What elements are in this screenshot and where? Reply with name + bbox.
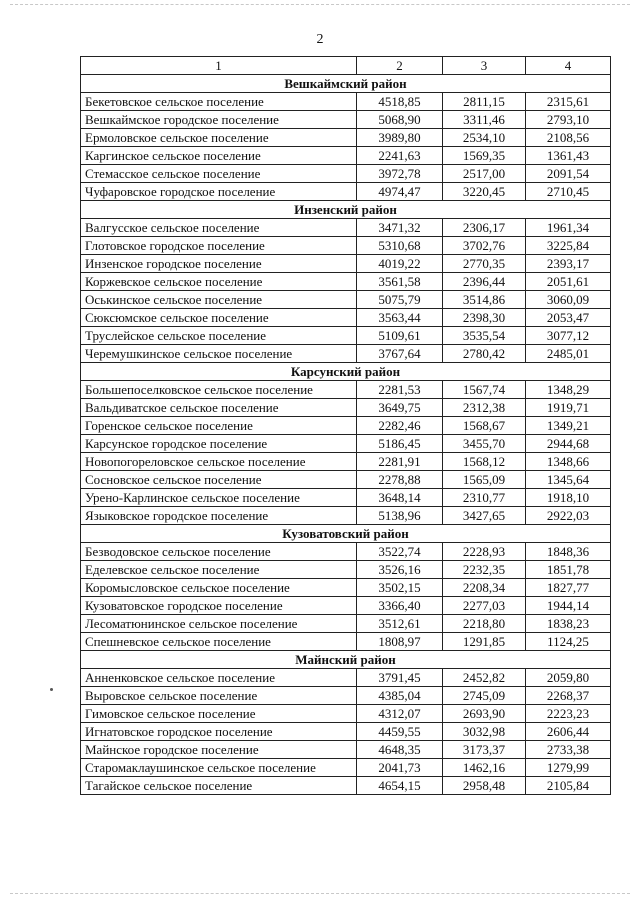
district-name: Вешкаймский район bbox=[81, 75, 611, 93]
value-column-2: 3767,64 bbox=[357, 345, 443, 363]
table-row bbox=[81, 669, 611, 687]
table-row bbox=[81, 93, 611, 111]
settlement-name: Вальдиватское сельское поселение bbox=[81, 399, 357, 417]
settlements-table bbox=[80, 56, 611, 795]
table-row bbox=[81, 723, 611, 741]
district-header-row bbox=[81, 363, 611, 381]
scan-border-bottom bbox=[10, 893, 630, 896]
value-column-2: 4518,85 bbox=[357, 93, 443, 111]
value-column-4: 2606,44 bbox=[526, 723, 611, 741]
value-column-4: 2223,23 bbox=[526, 705, 611, 723]
settlement-name: Труслейское сельское поселение bbox=[81, 327, 357, 345]
value-column-4: 2922,03 bbox=[526, 507, 611, 525]
value-column-3: 2208,34 bbox=[443, 579, 526, 597]
district-name: Карсунский район bbox=[81, 363, 611, 381]
settlement-name: Инзенское городское поселение bbox=[81, 255, 357, 273]
value-column-3: 1567,74 bbox=[443, 381, 526, 399]
value-column-2: 3989,80 bbox=[357, 129, 443, 147]
table-row bbox=[81, 759, 611, 777]
settlement-name: Спешневское сельское поселение bbox=[81, 633, 357, 651]
table-row bbox=[81, 489, 611, 507]
value-column-4: 2944,68 bbox=[526, 435, 611, 453]
settlement-name: Безводовское сельское поселение bbox=[81, 543, 357, 561]
settlement-name: Чуфаровское городское поселение bbox=[81, 183, 357, 201]
value-column-2: 3561,58 bbox=[357, 273, 443, 291]
scan-speck bbox=[50, 688, 53, 691]
value-column-3: 2312,38 bbox=[443, 399, 526, 417]
table-row bbox=[81, 435, 611, 453]
value-column-3: 2958,48 bbox=[443, 777, 526, 795]
district-header-row bbox=[81, 651, 611, 669]
table-row bbox=[81, 597, 611, 615]
value-column-4: 2733,38 bbox=[526, 741, 611, 759]
value-column-2: 3526,16 bbox=[357, 561, 443, 579]
settlement-name: Тагайское сельское поселение bbox=[81, 777, 357, 795]
table-row bbox=[81, 273, 611, 291]
value-column-2: 2282,46 bbox=[357, 417, 443, 435]
value-column-4: 1918,10 bbox=[526, 489, 611, 507]
table-body bbox=[81, 57, 611, 795]
value-column-4: 1827,77 bbox=[526, 579, 611, 597]
table-row bbox=[81, 183, 611, 201]
table-row bbox=[81, 399, 611, 417]
table-row bbox=[81, 291, 611, 309]
scan-border-top bbox=[10, 4, 630, 7]
district-header-row bbox=[81, 201, 611, 219]
value-column-2: 3791,45 bbox=[357, 669, 443, 687]
value-column-3: 2780,42 bbox=[443, 345, 526, 363]
settlement-name: Глотовское городское поселение bbox=[81, 237, 357, 255]
value-column-4: 1851,78 bbox=[526, 561, 611, 579]
value-column-4: 3077,12 bbox=[526, 327, 611, 345]
value-column-2: 5109,61 bbox=[357, 327, 443, 345]
settlement-name: Бекетовское сельское поселение bbox=[81, 93, 357, 111]
settlement-name: Стемасское сельское поселение bbox=[81, 165, 357, 183]
value-column-4: 2315,61 bbox=[526, 93, 611, 111]
value-column-4: 1961,34 bbox=[526, 219, 611, 237]
value-column-3: 2693,90 bbox=[443, 705, 526, 723]
settlement-name: Еделевское сельское поселение bbox=[81, 561, 357, 579]
value-column-3: 1565,09 bbox=[443, 471, 526, 489]
value-column-2: 4648,35 bbox=[357, 741, 443, 759]
value-column-4: 1944,14 bbox=[526, 597, 611, 615]
value-column-4: 2485,01 bbox=[526, 345, 611, 363]
settlement-name: Коржевское сельское поселение bbox=[81, 273, 357, 291]
value-column-4: 2051,61 bbox=[526, 273, 611, 291]
value-column-2: 3563,44 bbox=[357, 309, 443, 327]
table-row bbox=[81, 561, 611, 579]
value-column-3: 2306,17 bbox=[443, 219, 526, 237]
table-row bbox=[81, 345, 611, 363]
page-number: 2 bbox=[316, 32, 324, 47]
value-column-3: 2228,93 bbox=[443, 543, 526, 561]
value-column-4: 3060,09 bbox=[526, 291, 611, 309]
value-column-3: 3427,65 bbox=[443, 507, 526, 525]
value-column-4: 2053,47 bbox=[526, 309, 611, 327]
column-header: 1 bbox=[81, 57, 357, 75]
value-column-2: 2241,63 bbox=[357, 147, 443, 165]
value-column-4: 2393,17 bbox=[526, 255, 611, 273]
column-header: 3 bbox=[443, 57, 526, 75]
table-row bbox=[81, 705, 611, 723]
value-column-2: 4019,22 bbox=[357, 255, 443, 273]
value-column-4: 1348,29 bbox=[526, 381, 611, 399]
value-column-2: 2041,73 bbox=[357, 759, 443, 777]
value-column-3: 3535,54 bbox=[443, 327, 526, 345]
settlement-name: Анненковское сельское поселение bbox=[81, 669, 357, 687]
value-column-3: 2310,77 bbox=[443, 489, 526, 507]
district-header-row bbox=[81, 75, 611, 93]
table-row bbox=[81, 579, 611, 597]
value-column-4: 3225,84 bbox=[526, 237, 611, 255]
settlement-name: Игнатовское городское поселение bbox=[81, 723, 357, 741]
value-column-3: 3032,98 bbox=[443, 723, 526, 741]
settlement-name: Ермоловское сельское поселение bbox=[81, 129, 357, 147]
settlement-name: Урено-Карлинское сельское поселение bbox=[81, 489, 357, 507]
table-row bbox=[81, 615, 611, 633]
value-column-3: 1568,67 bbox=[443, 417, 526, 435]
value-column-3: 2277,03 bbox=[443, 597, 526, 615]
settlement-name: Новопогореловское сельское поселение bbox=[81, 453, 357, 471]
value-column-2: 4974,47 bbox=[357, 183, 443, 201]
settlement-name: Языковское городское поселение bbox=[81, 507, 357, 525]
value-column-4: 2108,56 bbox=[526, 129, 611, 147]
value-column-4: 1919,71 bbox=[526, 399, 611, 417]
value-column-2: 3522,74 bbox=[357, 543, 443, 561]
table-row bbox=[81, 381, 611, 399]
value-column-3: 2398,30 bbox=[443, 309, 526, 327]
value-column-3: 2770,35 bbox=[443, 255, 526, 273]
settlement-name: Сюксюмское сельское поселение bbox=[81, 309, 357, 327]
table-row bbox=[81, 687, 611, 705]
value-column-3: 3220,45 bbox=[443, 183, 526, 201]
district-name: Инзенский район bbox=[81, 201, 611, 219]
value-column-2: 5068,90 bbox=[357, 111, 443, 129]
value-column-3: 3311,46 bbox=[443, 111, 526, 129]
table-row bbox=[81, 255, 611, 273]
value-column-2: 5075,79 bbox=[357, 291, 443, 309]
value-column-4: 1838,23 bbox=[526, 615, 611, 633]
value-column-2: 2281,91 bbox=[357, 453, 443, 471]
table-row bbox=[81, 219, 611, 237]
value-column-2: 4385,04 bbox=[357, 687, 443, 705]
value-column-3: 2534,10 bbox=[443, 129, 526, 147]
settlement-name: Гимовское сельское поселение bbox=[81, 705, 357, 723]
value-column-4: 1848,36 bbox=[526, 543, 611, 561]
table-row bbox=[81, 633, 611, 651]
value-column-4: 2710,45 bbox=[526, 183, 611, 201]
value-column-2: 2281,53 bbox=[357, 381, 443, 399]
value-column-2: 5138,96 bbox=[357, 507, 443, 525]
table-row bbox=[81, 237, 611, 255]
table-row bbox=[81, 543, 611, 561]
value-column-3: 3702,76 bbox=[443, 237, 526, 255]
value-column-2: 4459,55 bbox=[357, 723, 443, 741]
value-column-3: 3455,70 bbox=[443, 435, 526, 453]
value-column-4: 1279,99 bbox=[526, 759, 611, 777]
value-column-2: 3366,40 bbox=[357, 597, 443, 615]
value-column-2: 3471,32 bbox=[357, 219, 443, 237]
value-column-3: 3173,37 bbox=[443, 741, 526, 759]
table-row bbox=[81, 417, 611, 435]
column-header: 4 bbox=[526, 57, 611, 75]
value-column-3: 2396,44 bbox=[443, 273, 526, 291]
settlement-name: Черемушкинское сельское поселение bbox=[81, 345, 357, 363]
value-column-3: 2517,00 bbox=[443, 165, 526, 183]
settlement-name: Горенское сельское поселение bbox=[81, 417, 357, 435]
value-column-4: 2091,54 bbox=[526, 165, 611, 183]
district-name: Майнский район bbox=[81, 651, 611, 669]
value-column-2: 2278,88 bbox=[357, 471, 443, 489]
table-row bbox=[81, 309, 611, 327]
value-column-3: 2811,15 bbox=[443, 93, 526, 111]
table-row bbox=[81, 741, 611, 759]
table-row bbox=[81, 129, 611, 147]
settlement-name: Старомаклаушинское сельское поселение bbox=[81, 759, 357, 777]
value-column-3: 2218,80 bbox=[443, 615, 526, 633]
district-name: Кузоватовский район bbox=[81, 525, 611, 543]
table-row bbox=[81, 111, 611, 129]
settlement-name: Вешкаймское городское поселение bbox=[81, 111, 357, 129]
table-row bbox=[81, 453, 611, 471]
value-column-4: 1348,66 bbox=[526, 453, 611, 471]
table-row bbox=[81, 327, 611, 345]
value-column-2: 5186,45 bbox=[357, 435, 443, 453]
value-column-2: 5310,68 bbox=[357, 237, 443, 255]
value-column-4: 1361,43 bbox=[526, 147, 611, 165]
value-column-3: 1291,85 bbox=[443, 633, 526, 651]
settlement-name: Карсунское городское поселение bbox=[81, 435, 357, 453]
settlement-name: Кузоватовское городское поселение bbox=[81, 597, 357, 615]
value-column-4: 1345,64 bbox=[526, 471, 611, 489]
value-column-2: 1808,97 bbox=[357, 633, 443, 651]
column-header: 2 bbox=[357, 57, 443, 75]
settlement-name: Коромысловское сельское поселение bbox=[81, 579, 357, 597]
settlement-name: Майнское городское поселение bbox=[81, 741, 357, 759]
value-column-3: 2232,35 bbox=[443, 561, 526, 579]
value-column-2: 3648,14 bbox=[357, 489, 443, 507]
value-column-3: 1569,35 bbox=[443, 147, 526, 165]
column-header-row bbox=[81, 57, 611, 75]
value-column-4: 2268,37 bbox=[526, 687, 611, 705]
settlement-name: Каргинское сельское поселение bbox=[81, 147, 357, 165]
value-column-4: 1124,25 bbox=[526, 633, 611, 651]
value-column-2: 4312,07 bbox=[357, 705, 443, 723]
table-row bbox=[81, 147, 611, 165]
value-column-4: 2059,80 bbox=[526, 669, 611, 687]
table-row bbox=[81, 471, 611, 489]
district-header-row bbox=[81, 525, 611, 543]
value-column-4: 1349,21 bbox=[526, 417, 611, 435]
value-column-2: 4654,15 bbox=[357, 777, 443, 795]
settlement-name: Выровское сельское поселение bbox=[81, 687, 357, 705]
value-column-3: 2452,82 bbox=[443, 669, 526, 687]
value-column-4: 2793,10 bbox=[526, 111, 611, 129]
value-column-2: 3649,75 bbox=[357, 399, 443, 417]
value-column-3: 2745,09 bbox=[443, 687, 526, 705]
settlement-name: Сосновское сельское поселение bbox=[81, 471, 357, 489]
value-column-4: 2105,84 bbox=[526, 777, 611, 795]
value-column-2: 3972,78 bbox=[357, 165, 443, 183]
table-row bbox=[81, 777, 611, 795]
value-column-3: 1568,12 bbox=[443, 453, 526, 471]
settlement-name: Валгусское сельское поселение bbox=[81, 219, 357, 237]
value-column-3: 3514,86 bbox=[443, 291, 526, 309]
value-column-2: 3502,15 bbox=[357, 579, 443, 597]
settlement-name: Оськинское сельское поселение bbox=[81, 291, 357, 309]
table-row bbox=[81, 165, 611, 183]
value-column-2: 3512,61 bbox=[357, 615, 443, 633]
value-column-3: 1462,16 bbox=[443, 759, 526, 777]
settlement-name: Лесоматюнинское сельское поселение bbox=[81, 615, 357, 633]
table-row bbox=[81, 507, 611, 525]
settlement-name: Большепоселковское сельское поселение bbox=[81, 381, 357, 399]
